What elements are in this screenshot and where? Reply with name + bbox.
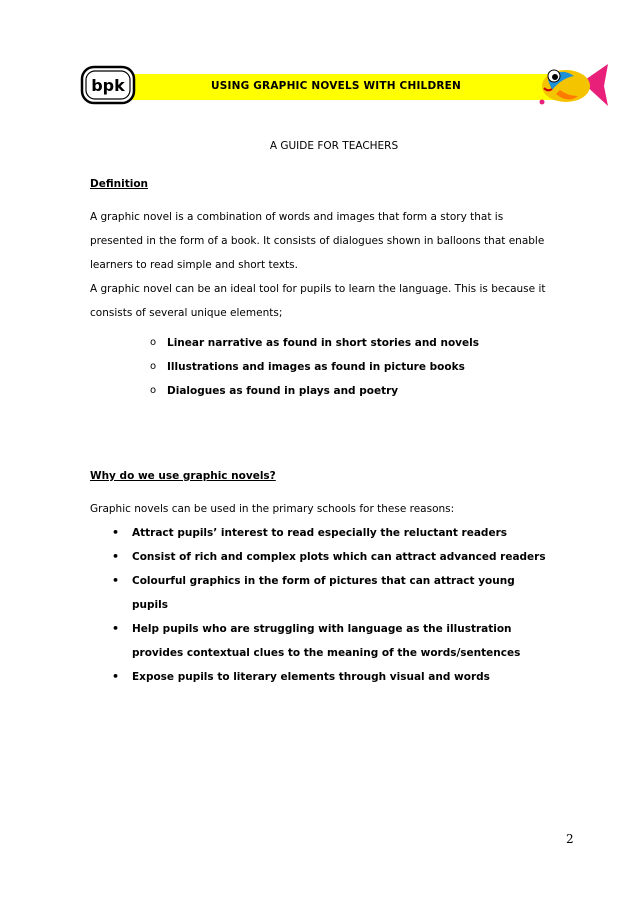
reasons-list — [112, 521, 552, 689]
bullet-icon: • — [112, 574, 120, 587]
definition-paragraph — [90, 205, 570, 325]
circle-bullet-icon: o — [150, 337, 157, 348]
why-heading: Why do we use graphic novels? — [90, 470, 276, 482]
text-line: A graphic novel can be an ideal tool for pupils to learn the language. This is because it — [90, 283, 546, 295]
list-item: • Help pupils who are struggling with language as the illustration provides contextual clues to the meaning of the words/sentences — [112, 617, 552, 665]
text-line: learners to read simple and short texts. — [90, 259, 298, 271]
list-item: o Dialogues as found in plays and poetry — [150, 379, 479, 403]
elements-list — [150, 331, 479, 403]
list-item: • Expose pupils to literary elements through visual and words — [112, 665, 552, 689]
fish-icon — [538, 56, 610, 118]
list-item: • Consist of rich and complex plots which can attract advanced readers — [112, 545, 552, 569]
text-line: consists of several unique elements; — [90, 307, 283, 319]
circle-bullet-icon: o — [150, 385, 157, 396]
page-number: 2 — [566, 832, 574, 846]
list-item: o Illustrations and images as found in picture books — [150, 355, 479, 379]
svg-text:bpk: bpk — [91, 76, 125, 95]
bullet-icon: • — [112, 526, 120, 539]
bullet-icon: • — [112, 670, 120, 683]
definition-heading: Definition — [90, 178, 149, 190]
list-item: • Colourful graphics in the form of pictures that can attract young pupils — [112, 569, 552, 617]
why-intro: Graphic novels can be used in the primary schools for these reasons: — [90, 503, 455, 515]
circle-bullet-icon: o — [150, 361, 157, 372]
text-line: A graphic novel is a combination of words and images that form a story that is — [90, 211, 504, 223]
bullet-icon: • — [112, 550, 120, 563]
bullet-icon: • — [112, 622, 120, 635]
list-item: • Attract pupils’ interest to read especially the reluctant readers — [112, 521, 552, 545]
header-title: USING GRAPHIC NOVELS WITH CHILDREN — [210, 80, 462, 92]
document-title: A GUIDE FOR TEACHERS — [269, 140, 399, 152]
list-item: o Linear narrative as found in short stories and novels — [150, 331, 479, 355]
text-line: presented in the form of a book. It consists of dialogues shown in balloons that enable — [90, 235, 545, 247]
